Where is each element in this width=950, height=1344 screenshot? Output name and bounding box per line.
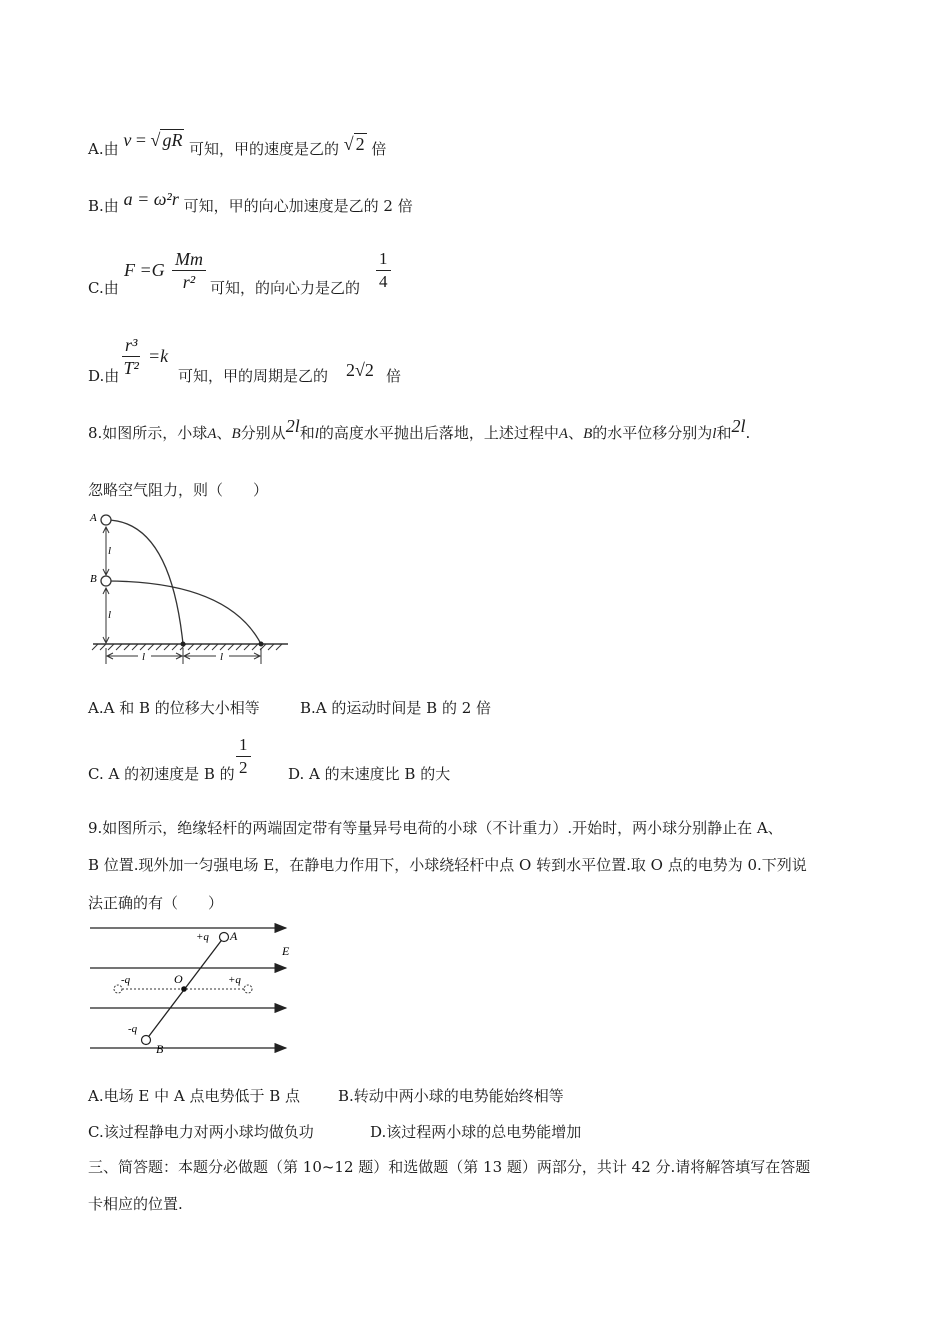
label-l: l: [108, 545, 112, 557]
q8-option-a: A.A 和 B 的位移大小相等: [88, 699, 260, 717]
q8-stem: 8.如图所示，小球A、B分别从2l和l的高度水平抛出后落地，上述过程中A、B的水平位移分别为l和2l.: [88, 416, 751, 442]
q8-option-d: D. A 的末速度比 B 的大: [288, 765, 451, 783]
label-l: l: [108, 609, 112, 621]
q9-option-a: A.电场 E 中 A 点电势低于 B 点: [88, 1087, 301, 1105]
q9-stem-line3: 法正确的有（ ）: [88, 894, 224, 912]
q8-stem-line2: 忽略空气阻力，则（ ）: [88, 481, 269, 499]
label-l: l: [220, 651, 224, 663]
q9-stem-line2: B 位置.现外加一匀强电场 E，在静电力作用下，小球绕轻杆中点 O 转到水平位置.取 O 点的电势为 0.下列说: [88, 856, 807, 874]
q8-option-b: B.A 的运动时间是 B 的 2 倍: [300, 699, 492, 717]
label-o: O: [174, 972, 183, 986]
q9-option-b: B.转动中两小球的电势能始终相等: [338, 1087, 564, 1105]
q9-electric-field-figure: [88, 920, 298, 1060]
plus-q-a: +q: [196, 931, 209, 943]
label-e: E: [282, 944, 290, 958]
label-l: l: [142, 651, 146, 663]
q9-option-d: D.该过程两小球的总电势能增加: [370, 1123, 582, 1141]
section-3-heading: 三、简答题：本题分必做题（第 10~12 题）和选做题（第 13 题）两部分，共计 42 分.请将解答填写在答题: [88, 1158, 811, 1176]
label-a: A: [230, 929, 238, 943]
q9-option-c: C.该过程静电力对两小球均做负功: [88, 1123, 314, 1141]
label-a: A: [90, 512, 97, 524]
minus-q-b: -q: [128, 1023, 138, 1035]
section-3-heading-line2: 卡相应的位置.: [88, 1195, 183, 1213]
minus-q-left: -q: [121, 974, 131, 986]
label-b: B: [156, 1042, 164, 1056]
q7-option-b: B.由 a = ω²r 可知，甲的向心加速度是乙的 2 倍: [88, 189, 413, 215]
label-b: B: [90, 573, 97, 585]
q9-stem-line1: 9.如图所示，绝缘轻杆的两端固定带有等量异号电荷的小球（不计重力）.开始时，两小球分别静止在 A、: [88, 819, 783, 837]
plus-q-right: +q: [228, 974, 241, 986]
q8-projectile-figure: [88, 508, 293, 668]
q7-option-a: A.由 v = √ gR 可知，甲的速度是乙的 √ 2 倍: [88, 130, 387, 158]
